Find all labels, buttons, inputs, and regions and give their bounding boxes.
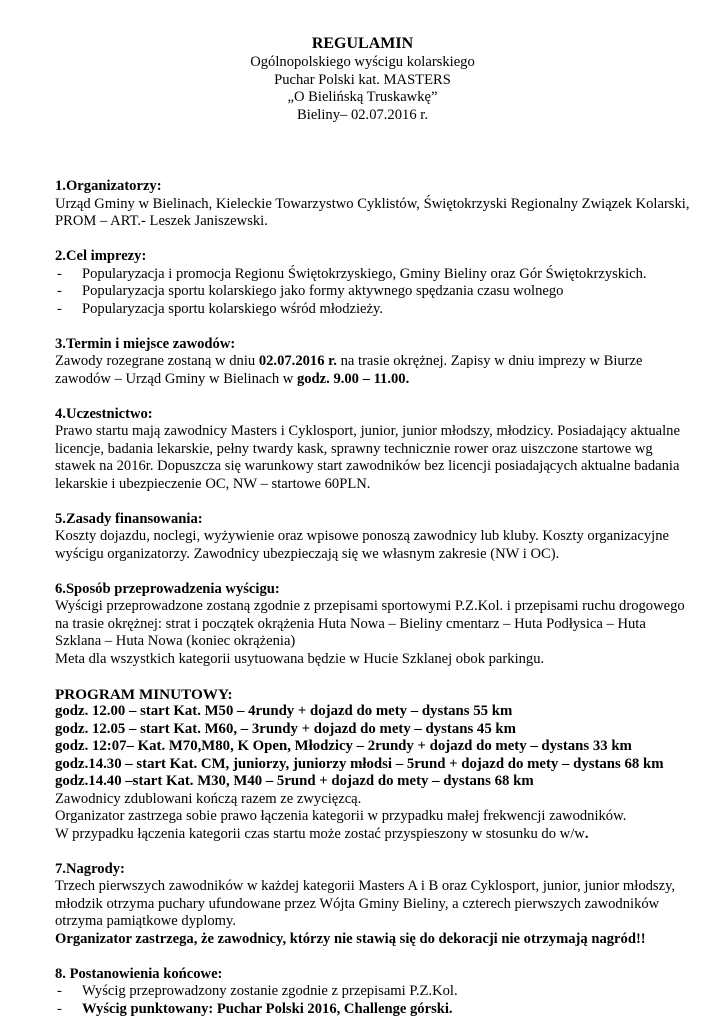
subtitle-line-4: Bieliny– 02.07.2016 r. <box>297 106 428 123</box>
list-item: - Popularyzacja sportu kolarskiego wśród młodzieży. <box>57 300 383 317</box>
goal-list <box>55 266 695 319</box>
section-text: Zawody rozegrane zostaną w dniu 02.07.2016 r. na trasie okrężnej. Zapisy w dniu imprezy w Biurze zawodów – Urząd Gminy w Bielinach w godz. 9.00 – 11.00. <box>55 353 643 387</box>
list-item: - Popularyzacja sportu kolarskiego jako formy aktywnego spędzania czasu wolnego <box>57 283 564 299</box>
prizes-warning: Organizator zastrzega, że zawodnicy, którzy nie stawią się do dekoracji nie otrzymają nagród!! <box>55 930 646 947</box>
subtitle-line-1: Ogólnopolskiego wyścigu kolarskiego <box>250 54 475 70</box>
subtitle-line-2: Puchar Polski kat. MASTERS <box>274 71 451 88</box>
section-heading: 2.Cel imprezy: <box>55 248 147 264</box>
section-text: Trzech pierwszych zawodników w każdej kategorii Masters A i B oraz Cyklosport, junior, junior młodszy, młodzik otrzyma puchary ufundowane przez Wójta Gminy Bieliny, a czterech pierwszych zawodników otrzyma pamiątkowe dyplomy. <box>55 878 676 929</box>
program-line: godz. 12:07– Kat. M70,M80, K Open, Młodzicy – 2rundy + dojazd do mety – dystans 33 km <box>55 738 632 754</box>
section-text: Wyścigi przeprowadzone zostaną zgodnie z przepisami sportowymi P.Z.Kol. i przepisami ruchu drogowego na trasie okrężnej: strat i początek okrążenia Huta Nowa – Bieliny cmentarz – Huta Podłysica – Huta Szklana – Huta Nowa (koniec okrążenia) <box>55 598 685 649</box>
section-heading: 7.Nagrody: <box>55 860 125 877</box>
program-line: godz.14.30 – start Kat. CM, juniorzy, juniorzy młodsi – 5rund + dojazd do mety – dystans 68 km <box>55 755 664 772</box>
section-financing <box>55 511 695 564</box>
section-heading: 1.Organizatorzy: <box>55 178 162 194</box>
section-heading: 4.Uczestnictwo: <box>55 405 153 422</box>
section-organizers <box>55 178 695 231</box>
program-note: W przypadku łączenia kategorii czas startu może zostać przyspieszony w stosunku do w/w. <box>55 825 589 842</box>
section-heading: 8. Postanowienia końcowe: <box>55 965 223 982</box>
program-line: godz. 12.05 – start Kat. M60, – 3rundy + dojazd do mety – dystans 45 km <box>55 720 516 737</box>
program-note: Zawodnicy zdublowani kończą razem ze zwycięzcą. <box>55 790 362 807</box>
program-line: godz. 12.00 – start Kat. M50 – 4rundy + dojazd do mety – dystans 55 km <box>55 703 513 719</box>
list-item: - Popularyzacja i promocja Regionu Świętokrzyskiego, Gminy Bieliny oraz Gór Świętokrzyskich. <box>57 265 647 282</box>
program-line: godz.14.40 –start Kat. M30, M40 – 5rund + dojazd do mety – dystans 68 km <box>55 773 534 789</box>
section-heading: 3.Termin i miejsce zawodów: <box>55 335 236 352</box>
section-text: Koszty dojazdu, noclegi, wyżywienie oraz wpisowe ponoszą zawodnicy lub kluby. Koszty organizacyjne wyścigu organizatorzy. Zawodnicy ubezpieczają się we własnym zakresie (NW i OC). <box>55 528 669 562</box>
final-list <box>55 983 695 1018</box>
section-text: Prawo startu mają zawodnicy Masters i Cyklosport, junior, junior młodszy, młodzicy. Posiadający aktualne licencje, badania lekarskie, pełny twardy kask, sprawny technicznie rower oraz uiszczone startowe wg stawek na 2016r. Dopuszcza się warunkowy start zawodników bez licencji posiadających aktualne badania lekarskie i ubezpieczenie OC, NW – startowe 60PLN. <box>55 423 680 492</box>
section-prizes <box>55 861 695 949</box>
section-text-2: Meta dla wszystkich kategorii usytuowana będzie w Hucie Szklanej obok parkingu. <box>55 650 545 667</box>
list-item: - Wyścig punktowany: Puchar Polski 2016, Challenge górski. <box>57 1000 453 1017</box>
section-goal <box>55 248 695 318</box>
section-heading: 6.Sposób przeprowadzenia wyścigu: <box>55 580 280 597</box>
section-participation <box>55 406 695 494</box>
list-item: - Wyścig przeprowadzony zostanie zgodnie z przepisami P.Z.Kol. <box>57 983 458 999</box>
document-header <box>0 34 725 124</box>
document-title: REGULAMIN <box>311 35 414 52</box>
section-race-method <box>55 581 695 669</box>
subtitle-line-3: „O Bielińską Truskawkę” <box>287 89 438 105</box>
section-final-provisions <box>55 966 695 1019</box>
section-heading: 5.Zasady finansowania: <box>55 510 203 527</box>
section-text: Urząd Gminy w Bielinach, Kieleckie Towarzystwo Cyklistów, Świętokrzyski Regionalny Związek Kolarski, PROM – ART.- Leszek Janiszewski. <box>55 195 690 229</box>
program-heading: PROGRAM MINUTOWY: <box>55 685 233 703</box>
section-date-place <box>55 336 695 389</box>
program-note: Organizator zastrzega sobie prawo łączenia kategorii w przypadku małej frekwencji zawodników. <box>55 808 627 824</box>
section-program <box>55 686 695 844</box>
document-body <box>55 178 695 1036</box>
